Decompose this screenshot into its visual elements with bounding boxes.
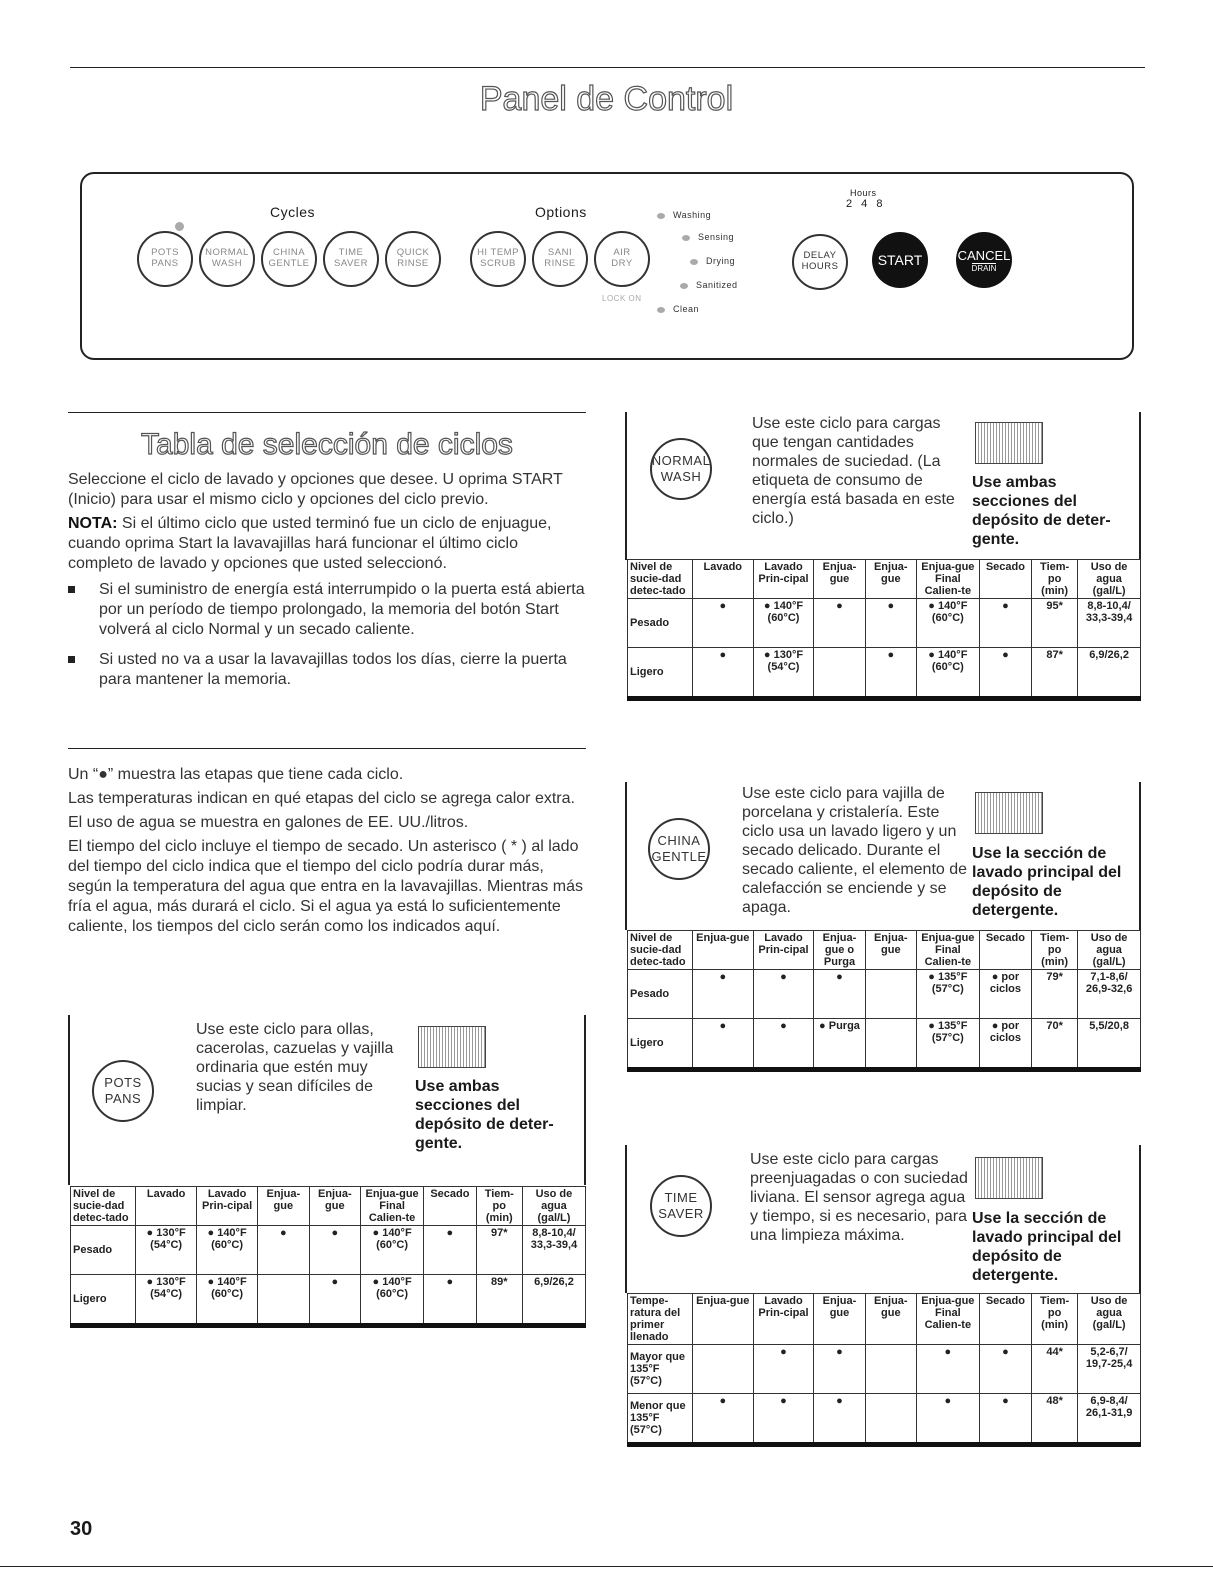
table-cell: ● 140°F (60°C) <box>753 599 814 648</box>
section-title: Tabla de selección de ciclos <box>141 428 513 461</box>
column-header: Nivel de sucie-dad detec-tado <box>628 560 693 599</box>
column-header: Secado <box>424 1187 477 1226</box>
status-clean: Clean <box>657 304 699 314</box>
column-header: Secado <box>979 560 1031 599</box>
table-cell: 8,8-10,4/ 33,3-39,4 <box>522 1226 585 1275</box>
column-header: Tiem-po (min) <box>476 1187 522 1226</box>
table-cell: ● <box>692 648 753 699</box>
table-cell: 95* <box>1032 599 1078 648</box>
row-label: Ligero <box>628 1019 693 1070</box>
table-row <box>628 970 1141 1019</box>
table-row <box>628 1394 1141 1445</box>
table-cell: 44* <box>1032 1345 1078 1394</box>
normal-wash-detergent-instruction: Use ambas secciones del depósito de deter-gente. <box>972 474 1111 548</box>
table-row <box>71 1275 586 1326</box>
table-cell: ● <box>865 599 916 648</box>
table-cell: ● <box>814 1394 865 1445</box>
column-header: Lavado <box>692 560 753 599</box>
column-header: Secado <box>979 1294 1031 1345</box>
table-header-row <box>628 1294 1141 1345</box>
top-rule <box>70 67 1145 68</box>
table-cell: ● <box>979 1345 1031 1394</box>
table-cell: 70* <box>1032 1019 1078 1070</box>
row-label: Pesado <box>628 599 693 648</box>
time-saver-description: Use este ciclo para cargas preenjuagadas o con suciedad liviana. El sensor agrega agua y tiempo, si es necesario, para una limpieza máxima. <box>750 1151 968 1244</box>
pots-pans-detergent-instruction: Use ambas secciones del depósito de deter-gente. <box>415 1078 554 1152</box>
detergent-dispenser-icon <box>975 422 1043 464</box>
column-header: Enjua-gue <box>692 931 753 970</box>
table-cell <box>865 1019 916 1070</box>
table-cell: ● 140°F (60°C) <box>361 1226 424 1275</box>
status-drying: Drying <box>690 256 735 266</box>
column-header: Secado <box>979 931 1031 970</box>
row-label: Ligero <box>628 648 693 699</box>
detergent-dispenser-icon <box>418 1026 486 1068</box>
column-header: Nivel de sucie-dad detec-tado <box>71 1187 136 1226</box>
time-saver-button[interactable]: TIME SAVER <box>323 231 379 287</box>
column-header: Nivel de sucie-dad detec-tado <box>628 931 693 970</box>
row-label: Mayor que 135°F (57°C) <box>628 1345 693 1394</box>
normal-wash-button[interactable]: NORMAL WASH <box>199 231 255 287</box>
table-cell: ● <box>979 648 1031 699</box>
table-cell: 7,1-8,6/ 26,9-32,6 <box>1078 970 1141 1019</box>
table-cell <box>865 1345 916 1394</box>
row-label: Pesado <box>628 970 693 1019</box>
table-cell: ● <box>753 1394 814 1445</box>
column-header: Uso de agua (gal/L) <box>1078 560 1141 599</box>
table-row <box>628 1019 1141 1070</box>
column-header: Tiem-po (min) <box>1032 931 1078 970</box>
lock-on-label: LOCK ON <box>602 294 642 303</box>
table-cell: ● 130°F (54°C) <box>753 648 814 699</box>
table-cell: ● <box>692 1394 753 1445</box>
column-header: Enjua-gue Final Calien-te <box>361 1187 424 1226</box>
china-gentle-description: Use este ciclo para vajilla de porcelana y cristalería. Este ciclo usa un lavado ligero y un secado delicado. Durante el secado caliente, el elemento de calefacción se enciende y se apaga. <box>742 785 968 916</box>
section-rule-bottom <box>68 748 586 749</box>
table-cell: ● 140°F (60°C) <box>197 1275 258 1326</box>
table-cell: ● <box>424 1226 477 1275</box>
note-cycle-time: El tiempo del ciclo incluye el tiempo de secado. Un asterisco ( * ) al lado del tiempo del ciclo indica que el tiempo del ciclo podría durar más, según la temperatura del agua que entra en la lavavajillas. Mientras más fría el agua, más durará el ciclo. Si el agua ya está lo suficientemente caliente, los tiempos del ciclo serán como los indicados aquí. <box>68 838 583 935</box>
table-cell: 6,9/26,2 <box>1078 648 1141 699</box>
hi-temp-scrub-button[interactable]: HI TEMP SCRUB <box>470 231 526 287</box>
table-row <box>628 648 1141 699</box>
table-cell: ● <box>814 970 865 1019</box>
column-header: Enjua-gue Final Calien-te <box>916 560 979 599</box>
bullet-item: Si el suministro de energía está interrumpido o la puerta está abierta por un período de tiempo prolongado, la memoria del botón Start volverá al ciclo Normal y un secado caliente. <box>68 580 586 640</box>
table-cell: ● <box>979 599 1031 648</box>
hours-values: 2 4 8 <box>846 198 886 210</box>
row-label: Menor que 135°F (57°C) <box>628 1394 693 1445</box>
detergent-dispenser-icon <box>975 1157 1043 1199</box>
row-label: Ligero <box>71 1275 136 1326</box>
table-cell: ● <box>309 1275 361 1326</box>
table-cell: 89* <box>476 1275 522 1326</box>
column-header: Lavado Prin-cipal <box>753 931 814 970</box>
column-header: Enjua-gue <box>865 931 916 970</box>
page-title: Panel de Control <box>479 80 734 118</box>
note-dot-legend: Un “●” muestra las etapas que tiene cada ciclo. <box>68 766 404 783</box>
table-cell: ● <box>692 599 753 648</box>
time-saver-cycle-icon: TIME SAVER <box>650 1175 712 1237</box>
column-header: Enjua-gue <box>865 560 916 599</box>
table-cell: ● <box>309 1226 361 1275</box>
note-temperatures: Las temperaturas indican en qué etapas del ciclo se agrega calor extra. <box>68 790 575 807</box>
table-row <box>628 599 1141 648</box>
table-cell <box>258 1275 310 1326</box>
table-cell: ● <box>753 1345 814 1394</box>
pots-pans-table <box>70 1186 586 1328</box>
table-header-row <box>628 560 1141 599</box>
column-header: Enjua-gue Final Calien-te <box>916 931 979 970</box>
section-rule-top <box>68 412 586 413</box>
led <box>175 222 184 231</box>
row-label: Pesado <box>71 1226 136 1275</box>
normal-wash-description: Use este ciclo para cargas que tengan cantidades normales de suciedad. (La etiqueta de consumo de energía está basada en este ciclo.) <box>752 415 955 527</box>
column-header: Uso de agua (gal/L) <box>1078 931 1141 970</box>
start-button[interactable]: START <box>872 232 928 288</box>
delay-hours-button[interactable]: DELAY HOURS <box>792 234 848 290</box>
table-cell: 6,9/26,2 <box>522 1275 585 1326</box>
table-cell: ● 140°F (60°C) <box>361 1275 424 1326</box>
status-washing: Washing <box>657 210 711 220</box>
column-header: Enjua-gue o Purga <box>814 931 865 970</box>
table-cell: 79* <box>1032 970 1078 1019</box>
column-header: Enjua-gue <box>814 1294 865 1345</box>
china-gentle-cycle-icon: CHINA GENTLE <box>648 818 710 880</box>
column-header: Lavado Prin-cipal <box>753 560 814 599</box>
table-cell: 87* <box>1032 648 1078 699</box>
page-number: 30 <box>70 1518 93 1540</box>
table-cell: ● 135°F (57°C) <box>916 970 979 1019</box>
column-header: Enjua-gue <box>309 1187 361 1226</box>
table-cell: ● 130°F (54°C) <box>136 1226 197 1275</box>
table-cell: ● 130°F (54°C) <box>136 1275 197 1326</box>
table-cell: 8,8-10,4/ 33,3-39,4 <box>1078 599 1141 648</box>
table-cell: ● <box>865 648 916 699</box>
table-cell: ● <box>692 1019 753 1070</box>
table-cell: ● <box>258 1226 310 1275</box>
status-sensing: Sensing <box>682 232 734 242</box>
table-row <box>71 1226 586 1275</box>
normal-wash-table <box>627 559 1141 701</box>
table-cell: ● <box>979 1394 1031 1445</box>
status-sanitized: Sanitized <box>680 280 738 290</box>
column-header: Enjua-gue <box>814 560 865 599</box>
cycles-label: Cycles <box>270 204 316 220</box>
quick-rinse-button[interactable]: QUICK RINSE <box>385 231 441 287</box>
column-header: Uso de agua (gal/L) <box>522 1187 585 1226</box>
column-header: Enjua-gue <box>692 1294 753 1345</box>
control-panel-illustration <box>80 172 1134 360</box>
table-cell: ● por ciclos <box>979 1019 1031 1070</box>
sani-rinse-button[interactable]: SANI RINSE <box>532 231 588 287</box>
column-header: Lavado <box>136 1187 197 1226</box>
table-cell: 48* <box>1032 1394 1078 1445</box>
column-header: Tiem-po (min) <box>1032 560 1078 599</box>
table-header-row <box>71 1187 586 1226</box>
table-row <box>628 1345 1141 1394</box>
table-header-row <box>628 931 1141 970</box>
china-gentle-detergent-instruction: Use la sección de lavado principal del depósito de detergente. <box>972 845 1122 919</box>
column-header: Lavado Prin-cipal <box>197 1187 258 1226</box>
table-cell: ● <box>916 1345 979 1394</box>
table-cell: ● <box>814 599 865 648</box>
table-cell: ● <box>424 1275 477 1326</box>
china-gentle-button[interactable]: CHINA GENTLE <box>261 231 317 287</box>
air-dry-button[interactable]: AIR DRY <box>594 231 650 287</box>
table-cell <box>865 970 916 1019</box>
legend-notes <box>68 765 586 941</box>
table-cell: 6,9-8,4/ 26,1-31,9 <box>1078 1394 1141 1445</box>
column-header: Tiem-po (min) <box>1032 1294 1078 1345</box>
detergent-dispenser-icon <box>975 792 1043 834</box>
column-header: Enjua-gue Final Calien-te <box>916 1294 979 1345</box>
intro-text-block <box>68 470 586 700</box>
pots-pans-button[interactable]: POTS PANS <box>137 231 193 287</box>
column-header: Lavado Prin-cipal <box>753 1294 814 1345</box>
table-cell: 5,5/20,8 <box>1078 1019 1141 1070</box>
column-header: Enjua-gue <box>258 1187 310 1226</box>
table-cell: ● 140°F (60°C) <box>916 599 979 648</box>
normal-wash-cycle-icon: NORMAL WASH <box>650 438 712 500</box>
hours-label: Hours <box>850 188 877 198</box>
note-water: El uso de agua se muestra en galones de EE. UU./litros. <box>68 814 469 831</box>
bullet-item: Si usted no va a usar la lavavajillas todos los días, cierre la puerta para mantener la memoria. <box>68 650 586 690</box>
note-paragraph: NOTA: Si el último ciclo que usted terminó fue un ciclo de enjuague, cuando oprima Start la lavavajillas hará funcionar el último ciclo completo de lavado y opciones que usted seleccionó. <box>68 515 552 572</box>
table-cell: ● <box>692 970 753 1019</box>
table-cell: ● por ciclos <box>979 970 1031 1019</box>
time-saver-detergent-instruction: Use la sección de lavado principal del depósito de detergente. <box>972 1210 1122 1284</box>
table-cell: ● Purga <box>814 1019 865 1070</box>
column-header: Enjua-gue <box>865 1294 916 1345</box>
options-label: Options <box>535 204 587 220</box>
column-header: Uso de agua (gal/L) <box>1078 1294 1141 1345</box>
column-header: Tempe-ratura del primer llenado <box>628 1294 693 1345</box>
bottom-rule <box>0 1566 1213 1567</box>
china-gentle-table <box>627 930 1141 1072</box>
intro-paragraph: Seleccione el ciclo de lavado y opciones que desee. U oprima START (Inicio) para usar el mismo ciclo y opciones del ciclo previo. <box>68 471 563 508</box>
pots-pans-cycle-icon: POTS PANS <box>92 1060 154 1122</box>
table-cell <box>865 1394 916 1445</box>
table-cell: 5,2-6,7/ 19,7-25,4 <box>1078 1345 1141 1394</box>
table-cell: ● 135°F (57°C) <box>916 1019 979 1070</box>
cancel-drain-button[interactable]: CANCEL DRAIN <box>956 232 1012 288</box>
table-cell: ● <box>753 1019 814 1070</box>
table-cell: ● 140°F (60°C) <box>197 1226 258 1275</box>
table-cell <box>692 1345 753 1394</box>
pots-pans-description: Use este ciclo para ollas, cacerolas, cazuelas y vajilla ordinaria que estén muy sucias y sean difíciles de limpiar. <box>196 1021 394 1114</box>
table-cell: 97* <box>476 1226 522 1275</box>
table-cell: ● <box>814 1345 865 1394</box>
table-cell: ● <box>916 1394 979 1445</box>
table-cell <box>814 648 865 699</box>
time-saver-table <box>627 1293 1141 1447</box>
table-cell: ● <box>753 970 814 1019</box>
table-cell: ● 140°F (60°C) <box>916 648 979 699</box>
